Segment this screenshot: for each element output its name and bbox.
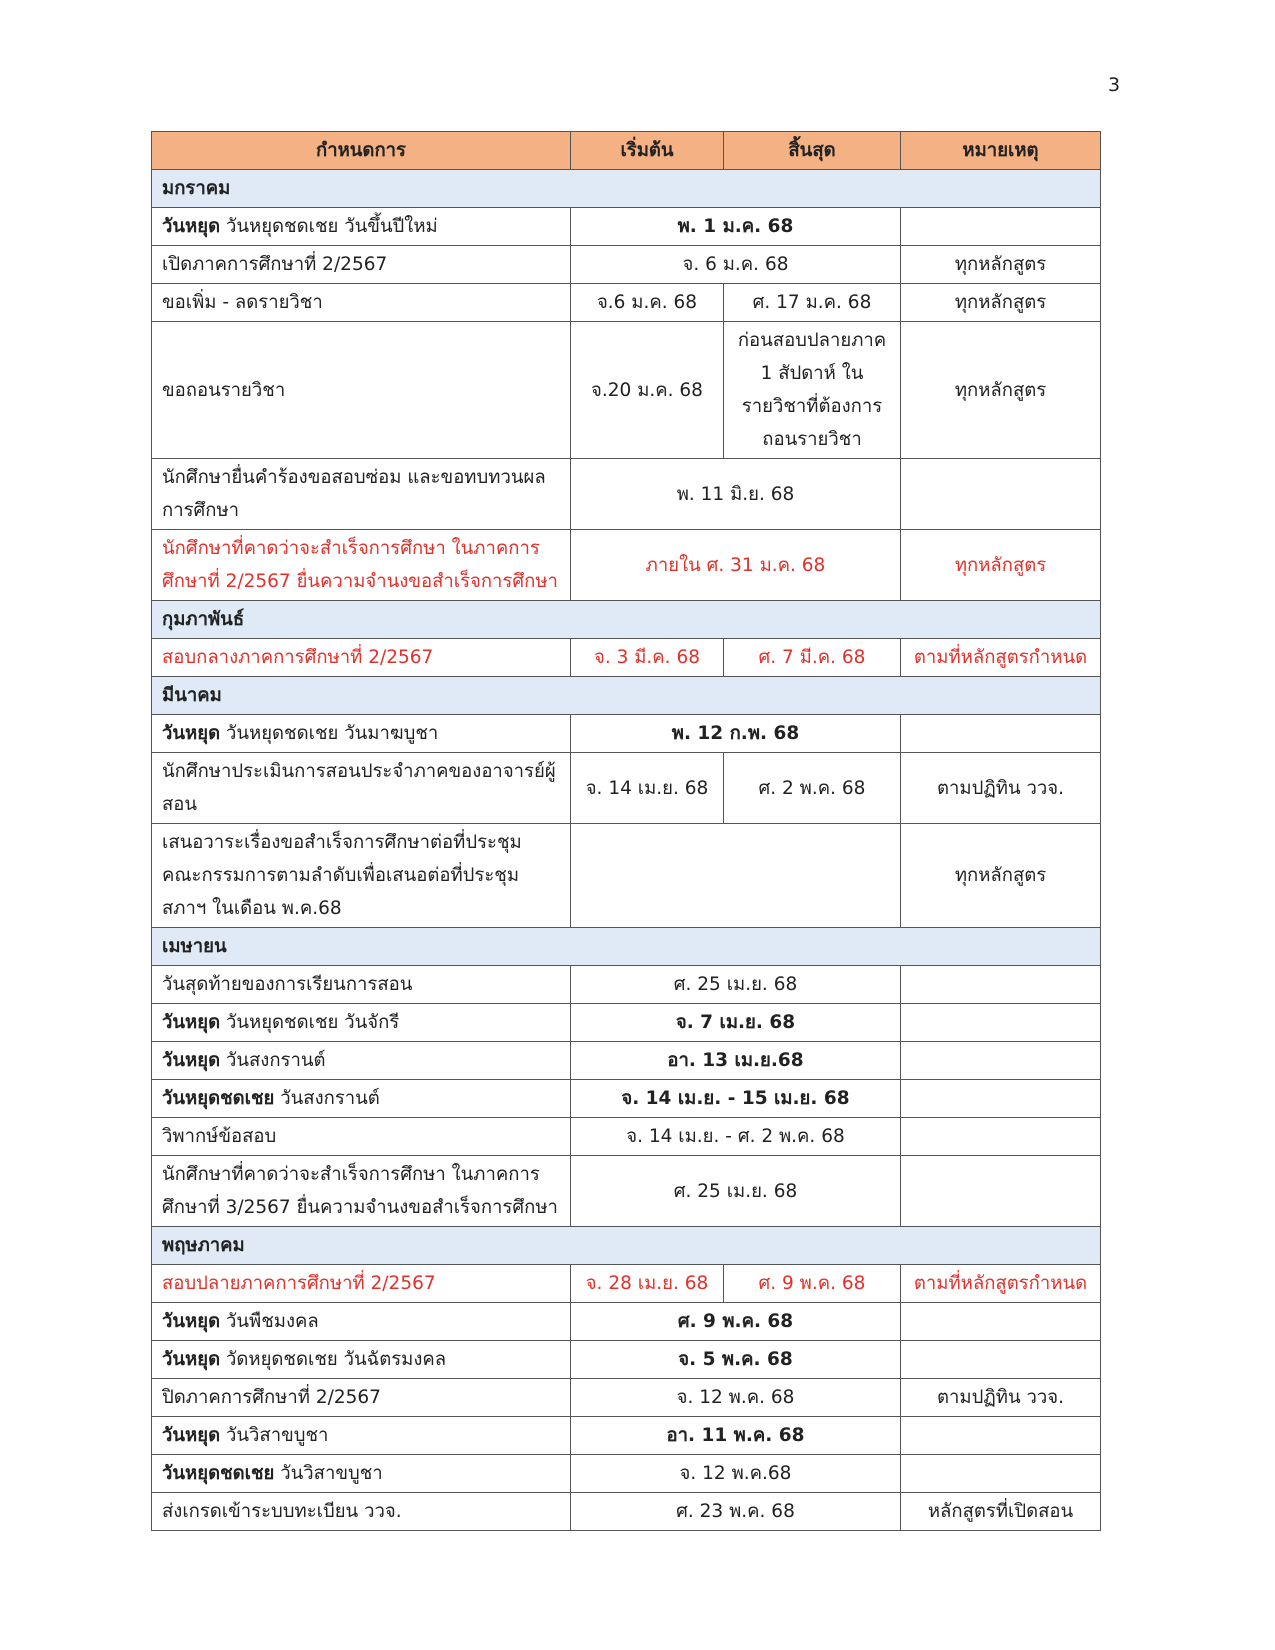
table-row bbox=[152, 1455, 1101, 1493]
note-cell bbox=[901, 1004, 1101, 1042]
activity-cell: เปิดภาคการศึกษาที่ 2/2567 bbox=[152, 246, 571, 284]
activity-text: วันหยุดชดเชย วันจักรี bbox=[220, 1012, 400, 1033]
table-row bbox=[152, 1493, 1101, 1531]
table-row-highlight bbox=[152, 530, 1101, 601]
holiday-prefix: วันหยุดชดเชย bbox=[162, 1088, 275, 1109]
start-cell: จ. 3 มี.ค. 68 bbox=[571, 639, 724, 677]
note-cell bbox=[901, 1080, 1101, 1118]
date-cell bbox=[571, 824, 901, 928]
table-row bbox=[152, 753, 1101, 824]
date-cell: พ. 12 ก.พ. 68 bbox=[571, 715, 901, 753]
end-cell: ศ. 9 พ.ค. 68 bbox=[724, 1265, 901, 1303]
activity-text: วัดหยุดชดเชย วันฉัตรมงคล bbox=[220, 1349, 447, 1370]
table-row bbox=[152, 1417, 1101, 1455]
table-row bbox=[152, 1042, 1101, 1080]
holiday-prefix: วันหยุด bbox=[162, 1425, 221, 1446]
note-cell bbox=[901, 1303, 1101, 1341]
month-row-may bbox=[152, 1227, 1101, 1265]
activity-text: วันสงกรานต์ bbox=[220, 1050, 326, 1071]
activity-cell: นักศึกษาที่คาดว่าจะสำเร็จการศึกษา ในภาคการศึกษาที่ 2/2567 ยื่นความจำนงขอสำเร็จการศึกษา bbox=[152, 530, 571, 601]
month-row-january bbox=[152, 170, 1101, 208]
note-cell: ทุกหลักสูตร bbox=[901, 284, 1101, 322]
table-row bbox=[152, 1118, 1101, 1156]
table-row bbox=[152, 715, 1101, 753]
end-cell: ศ. 2 พ.ค. 68 bbox=[724, 753, 901, 824]
table-row bbox=[152, 208, 1101, 246]
header-activity: กำหนดการ bbox=[152, 132, 571, 170]
activity-text: วันหยุดชดเชย วันขึ้นปีใหม่ bbox=[220, 216, 438, 237]
table-row bbox=[152, 459, 1101, 530]
holiday-prefix: วันหยุด bbox=[162, 1349, 221, 1370]
date-cell: ศ. 25 เม.ย. 68 bbox=[571, 966, 901, 1004]
date-cell: พ. 11 มิ.ย. 68 bbox=[571, 459, 901, 530]
table-row bbox=[152, 1080, 1101, 1118]
activity-text: วันสงกรานต์ bbox=[274, 1088, 380, 1109]
note-cell: ทุกหลักสูตร bbox=[901, 246, 1101, 284]
date-cell: อา. 13 เม.ย.68 bbox=[571, 1042, 901, 1080]
note-cell: หลักสูตรที่เปิดสอน bbox=[901, 1493, 1101, 1531]
month-label: มกราคม bbox=[152, 170, 1101, 208]
table-row bbox=[152, 1341, 1101, 1379]
end-cell: ก่อนสอบปลายภาค 1 สัปดาห์ ในรายวิชาที่ต้องการถอนรายวิชา bbox=[724, 322, 901, 459]
table-row bbox=[152, 1379, 1101, 1417]
table-row bbox=[152, 1303, 1101, 1341]
activity-cell bbox=[152, 715, 571, 753]
table-row bbox=[152, 322, 1101, 459]
table-row bbox=[152, 966, 1101, 1004]
date-cell: พ. 1 ม.ค. 68 bbox=[571, 208, 901, 246]
note-cell bbox=[901, 208, 1101, 246]
month-row-march bbox=[152, 677, 1101, 715]
end-cell: ศ. 17 ม.ค. 68 bbox=[724, 284, 901, 322]
header-note: หมายเหตุ bbox=[901, 132, 1101, 170]
activity-cell: ส่งเกรดเข้าระบบทะเบียน ววจ. bbox=[152, 1493, 571, 1531]
academic-calendar-table bbox=[151, 131, 1101, 1531]
activity-text: วันวิสาขบูชา bbox=[274, 1463, 383, 1484]
note-cell: ตามที่หลักสูตรกำหนด bbox=[901, 639, 1101, 677]
month-label: มีนาคม bbox=[152, 677, 1101, 715]
activity-cell: ปิดภาคการศึกษาที่ 2/2567 bbox=[152, 1379, 571, 1417]
month-row-april bbox=[152, 928, 1101, 966]
activity-cell bbox=[152, 1455, 571, 1493]
date-cell: ศ. 25 เม.ย. 68 bbox=[571, 1156, 901, 1227]
month-row-february bbox=[152, 601, 1101, 639]
activity-cell: ขอเพิ่ม - ลดรายวิชา bbox=[152, 284, 571, 322]
note-cell bbox=[901, 1042, 1101, 1080]
holiday-prefix: วันหยุด bbox=[162, 1012, 221, 1033]
holiday-prefix: วันหยุด bbox=[162, 723, 221, 744]
header-end: สิ้นสุด bbox=[724, 132, 901, 170]
note-cell bbox=[901, 1417, 1101, 1455]
date-cell: ศ. 9 พ.ค. 68 bbox=[571, 1303, 901, 1341]
date-cell: จ. 7 เม.ย. 68 bbox=[571, 1004, 901, 1042]
note-cell: ทุกหลักสูตร bbox=[901, 322, 1101, 459]
date-cell: ภายใน ศ. 31 ม.ค. 68 bbox=[571, 530, 901, 601]
activity-cell bbox=[152, 1303, 571, 1341]
header-start: เริ่มต้น bbox=[571, 132, 724, 170]
note-cell bbox=[901, 715, 1101, 753]
activity-cell: สอบปลายภาคการศึกษาที่ 2/2567 bbox=[152, 1265, 571, 1303]
note-cell bbox=[901, 459, 1101, 530]
table-row bbox=[152, 824, 1101, 928]
start-cell: จ.20 ม.ค. 68 bbox=[571, 322, 724, 459]
month-label: พฤษภาคม bbox=[152, 1227, 1101, 1265]
holiday-prefix: วันหยุด bbox=[162, 1311, 221, 1332]
activity-cell bbox=[152, 1004, 571, 1042]
activity-cell: นักศึกษาประเมินการสอนประจำภาคของอาจารย์ผู้สอน bbox=[152, 753, 571, 824]
table-row bbox=[152, 284, 1101, 322]
end-cell: ศ. 7 มี.ค. 68 bbox=[724, 639, 901, 677]
activity-cell bbox=[152, 208, 571, 246]
date-cell: จ. 5 พ.ค. 68 bbox=[571, 1341, 901, 1379]
note-cell bbox=[901, 1156, 1101, 1227]
start-cell: จ. 14 เม.ย. 68 bbox=[571, 753, 724, 824]
holiday-prefix: วันหยุด bbox=[162, 1050, 221, 1071]
date-cell: อา. 11 พ.ค. 68 bbox=[571, 1417, 901, 1455]
note-cell: ตามปฏิทิน ววจ. bbox=[901, 753, 1101, 824]
month-label: เมษายน bbox=[152, 928, 1101, 966]
activity-cell: สอบกลางภาคการศึกษาที่ 2/2567 bbox=[152, 639, 571, 677]
page-number: 3 bbox=[1108, 74, 1121, 96]
activity-cell: นักศึกษายื่นคำร้องขอสอบซ่อม และขอทบทวนผลการศึกษา bbox=[152, 459, 571, 530]
start-cell: จ. 28 เม.ย. 68 bbox=[571, 1265, 724, 1303]
table-row bbox=[152, 246, 1101, 284]
activity-text: วันหยุดชดเชย วันมาฆบูชา bbox=[220, 723, 439, 744]
activity-cell: วิพากษ์ข้อสอบ bbox=[152, 1118, 571, 1156]
date-cell: จ. 12 พ.ค.68 bbox=[571, 1455, 901, 1493]
note-cell: ทุกหลักสูตร bbox=[901, 530, 1101, 601]
activity-cell bbox=[152, 1080, 571, 1118]
note-cell bbox=[901, 966, 1101, 1004]
note-cell bbox=[901, 1341, 1101, 1379]
activity-cell: นักศึกษาที่คาดว่าจะสำเร็จการศึกษา ในภาคการศึกษาที่ 3/2567 ยื่นความจำนงขอสำเร็จการศึกษา bbox=[152, 1156, 571, 1227]
start-cell: จ.6 ม.ค. 68 bbox=[571, 284, 724, 322]
date-cell: จ. 6 ม.ค. 68 bbox=[571, 246, 901, 284]
table-row bbox=[152, 1156, 1101, 1227]
note-cell: ทุกหลักสูตร bbox=[901, 824, 1101, 928]
date-cell: จ. 14 เม.ย. - ศ. 2 พ.ค. 68 bbox=[571, 1118, 901, 1156]
activity-cell bbox=[152, 1341, 571, 1379]
activity-cell: เสนอวาระเรื่องขอสำเร็จการศึกษาต่อที่ประชุมคณะกรรมการตามลำดับเพื่อเสนอต่อที่ประชุมสภาฯ ในเดือน พ.ค.68 bbox=[152, 824, 571, 928]
activity-text: วันพืชมงคล bbox=[220, 1311, 319, 1332]
date-cell: จ. 14 เม.ย. - 15 เม.ย. 68 bbox=[571, 1080, 901, 1118]
activity-cell bbox=[152, 1417, 571, 1455]
note-cell bbox=[901, 1455, 1101, 1493]
activity-text: วันวิสาขบูชา bbox=[220, 1425, 329, 1446]
month-label: กุมภาพันธ์ bbox=[152, 601, 1101, 639]
note-cell: ตามที่หลักสูตรกำหนด bbox=[901, 1265, 1101, 1303]
table-row-highlight bbox=[152, 1265, 1101, 1303]
date-cell: จ. 12 พ.ค. 68 bbox=[571, 1379, 901, 1417]
note-cell: ตามปฏิทิน ววจ. bbox=[901, 1379, 1101, 1417]
holiday-prefix: วันหยุด bbox=[162, 216, 221, 237]
activity-cell bbox=[152, 1042, 571, 1080]
activity-cell: ขอถอนรายวิชา bbox=[152, 322, 571, 459]
table-header-row bbox=[152, 132, 1101, 170]
note-cell bbox=[901, 1118, 1101, 1156]
table-row bbox=[152, 1004, 1101, 1042]
activity-cell: วันสุดท้ายของการเรียนการสอน bbox=[152, 966, 571, 1004]
table-row-highlight bbox=[152, 639, 1101, 677]
date-cell: ศ. 23 พ.ค. 68 bbox=[571, 1493, 901, 1531]
holiday-prefix: วันหยุดชดเชย bbox=[162, 1463, 275, 1484]
